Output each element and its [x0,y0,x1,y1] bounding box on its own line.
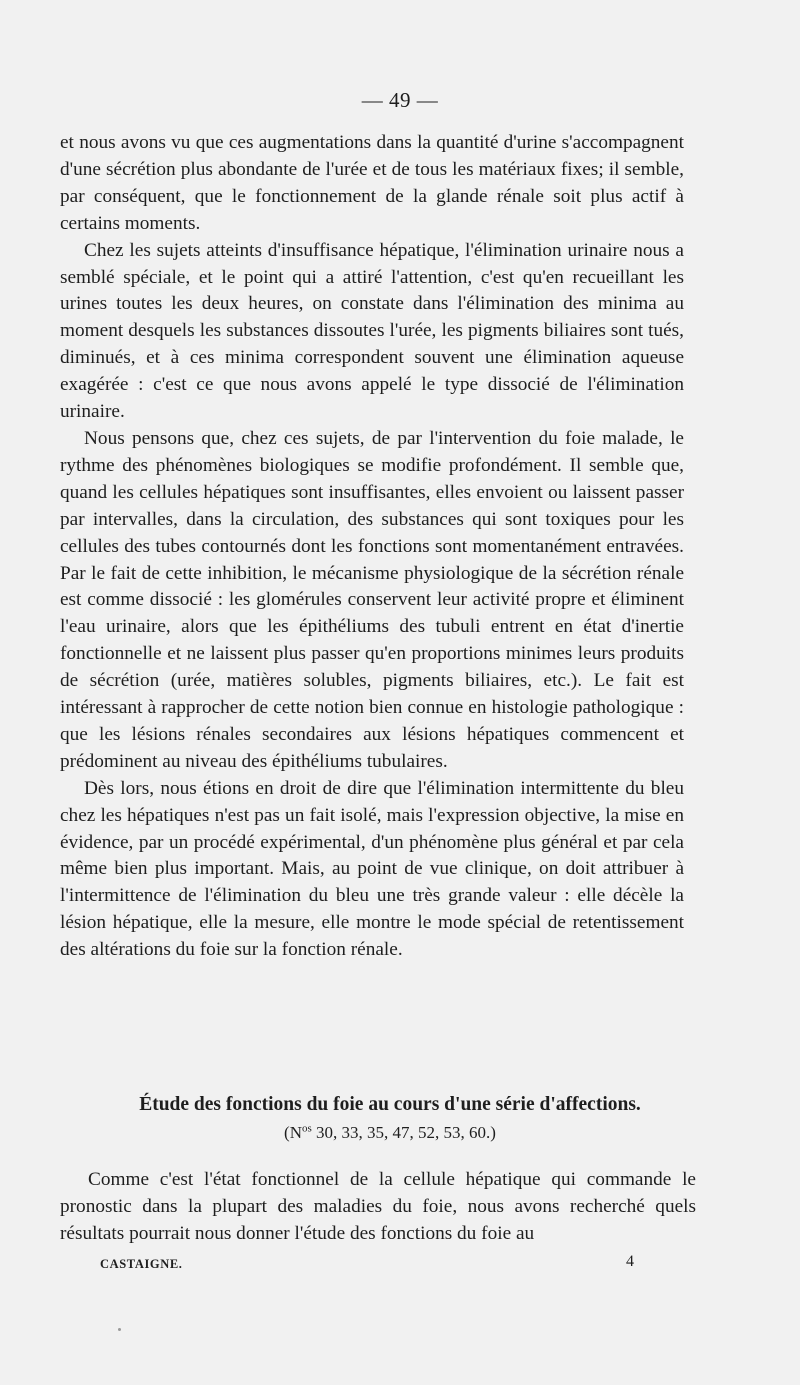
footer-author: CASTAIGNE. [100,1257,183,1271]
page-number: — 49 — [361,88,439,112]
paragraph-elimination-urinaire: Chez les sujets atteints d'insuffisance hépatique, l'élimination urinaire nous a semblé spéciale, et le point qui a attiré l'attention, c'est qu'en recueillant les urines toutes les deux heures, on constate dans l'élimination des minima au moment desquels les substances dissoutes l'urée, les pigments biliaires sont tués, diminués, et à ces minima correspondent souvent une élimination aqueuse exagérée : c'est ce que nous avons appelé le type dissocié de l'élimination urinaire. [60,239,684,423]
paragraph-continuation: et nous avons vu que ces augmentations dans la quantité d'urine s'accompagnent d'une sécrétion plus abondante de l'urée et de tous les matériaux fixes; il semble, par conséquent, que le fonctionnement de la glande rénale soit plus actif à certains moments. [60,132,684,234]
refs-prefix: (N [284,1123,302,1142]
section-heading: Étude des fonctions du foie au cours d'une série d'affections. [139,1094,641,1115]
refs-superscript: os [302,1122,312,1135]
closing-text [60,1166,696,1247]
body-text [60,130,684,964]
paragraph-elimination-bleu: Dès lors, nous étions en droit de dire que l'élimination intermittente du bleu chez les hépatiques n'est pas un fait isolé, mais l'expression objective, la mise en évidence, par un procédé expérimental, d'un phénomène plus général et par cela même bien plus important. Mais, au point de vue clinique, on doit attribuer à l'intermittence de l'élimination du bleu une très grande valeur : elle décèle la lésion hépatique, elle la mesure, elle montre le mode spécial de retentissement des altérations du foie sur la fonction rénale. [60,777,684,961]
section-references [60,1122,720,1144]
refs-numbers: 30, 33, 35, 47, 52, 53, 60.) [311,1123,496,1142]
footer-signature-mark: 4 [626,1253,634,1270]
paragraph-rythme-phenomenes: Nous pensons que, chez ces sujets, de par l'intervention du foie malade, le rythme des phénomènes biologiques se modifie profondément. Il semble que, quand les cellules hépatiques sont insuffisantes, elles envoient ou laissent passer par intervalles, dans la circulation, des substances qui sont toxiques pour les cellules des tubes contournés dont les fonctions sont momentanément entravées. Par le fait de cette inhibition, le mécanisme physiologique de la sécrétion rénale est comme dissocié : les glomérules conservent leur activité propre et éliminent l'eau urinaire, alors que les épithéliums des tubuli entrent en état d'inertie fonctionnelle et ne laissent plus passer qu'en proportions minimes leurs produits de sécrétion (urée, matières solubles, pigments biliaires, etc.). Le fait est intéressant à rapprocher de cette notion bien connue en histologie pathologique : que les lésions rénales secondaires aux lésions hépatiques commencent et prédominent au niveau des épithéliums tubulaires. [60,427,684,772]
paragraph-pronostic: Comme c'est l'état fonctionnel de la cellule hépatique qui commande le pronostic dans la plupart des maladies du foie, nous avons recherché quels résultats pourrait nous donner l'étude des fonctions du foie au [60,1169,696,1244]
paper-speck [118,1328,121,1331]
